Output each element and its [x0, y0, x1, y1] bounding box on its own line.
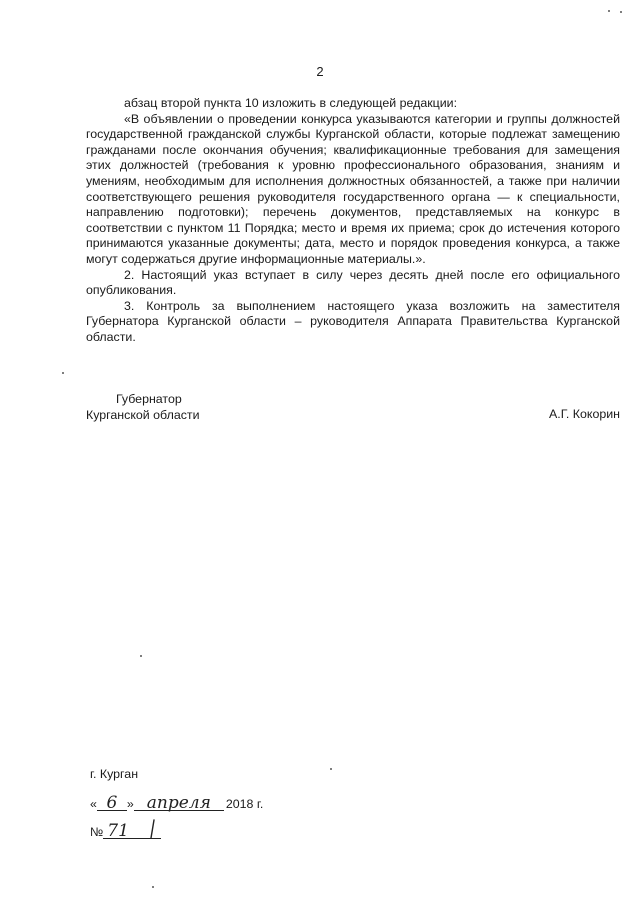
- scan-speck: [608, 10, 610, 12]
- page-number: 2: [316, 64, 324, 79]
- signatory-title: [86, 391, 200, 423]
- signatory-title-line2: Курганской области: [86, 408, 200, 422]
- date-month-handwritten: апреля: [134, 796, 224, 811]
- paragraph-item-2: 2. Настоящий указ вступает в силу через десять дней после его официального опубликования.: [86, 267, 620, 298]
- decree-body: [86, 96, 620, 346]
- paragraph-item-3: 3. Контроль за выполнением настоящего указа возложить на заместителя Губернатора Курганской области – руководителя Аппарата Правительства Курганской области.: [86, 298, 620, 344]
- scan-speck: [140, 655, 142, 657]
- signatory-name: А.Г. Кокорин: [548, 407, 620, 421]
- date-close-quote: »: [126, 797, 134, 811]
- scan-speck: [152, 886, 154, 888]
- city-name: г. Курган: [90, 767, 139, 781]
- scan-speck: [330, 768, 332, 770]
- number-value-handwritten: 71: [103, 824, 161, 839]
- scan-speck: [620, 11, 622, 13]
- date-day-handwritten: 6: [97, 796, 127, 811]
- date-open-quote: «: [90, 797, 97, 811]
- paragraph-amendment-text: «В объявлении о проведении конкурса указываются категории и группы должностей государственной гражданской службы Курганской области, которые подлежат замещению гражданами после окончания обучения; квалификационные требования для замещения этих должностей (требования к уровню профессионального образования, знаниям и умениям, необходимым для исполнения должностных обязанностей, а также при наличии соответствующего решения руководителя государственного органа — к специальности, направлению подготовки); перечень документов, представляемых на конкурс в соответствии с пунктом 11 Порядка; место и время их приема; срок до истечения которого принимаются указанные документы; дата, место и порядок проведения конкурса, а также могут содержаться другие информационные материалы.».: [86, 111, 620, 266]
- signatory-title-line1: Губернатор: [116, 392, 182, 406]
- number-label: №: [90, 825, 104, 839]
- date-year: 2018 г.: [225, 797, 264, 811]
- handwritten-stroke: [148, 818, 158, 840]
- scan-speck: [62, 372, 64, 374]
- decree-date: [90, 793, 264, 813]
- paragraph-amendment-intro: абзац второй пункта 10 изложить в следующей редакции:: [124, 96, 458, 110]
